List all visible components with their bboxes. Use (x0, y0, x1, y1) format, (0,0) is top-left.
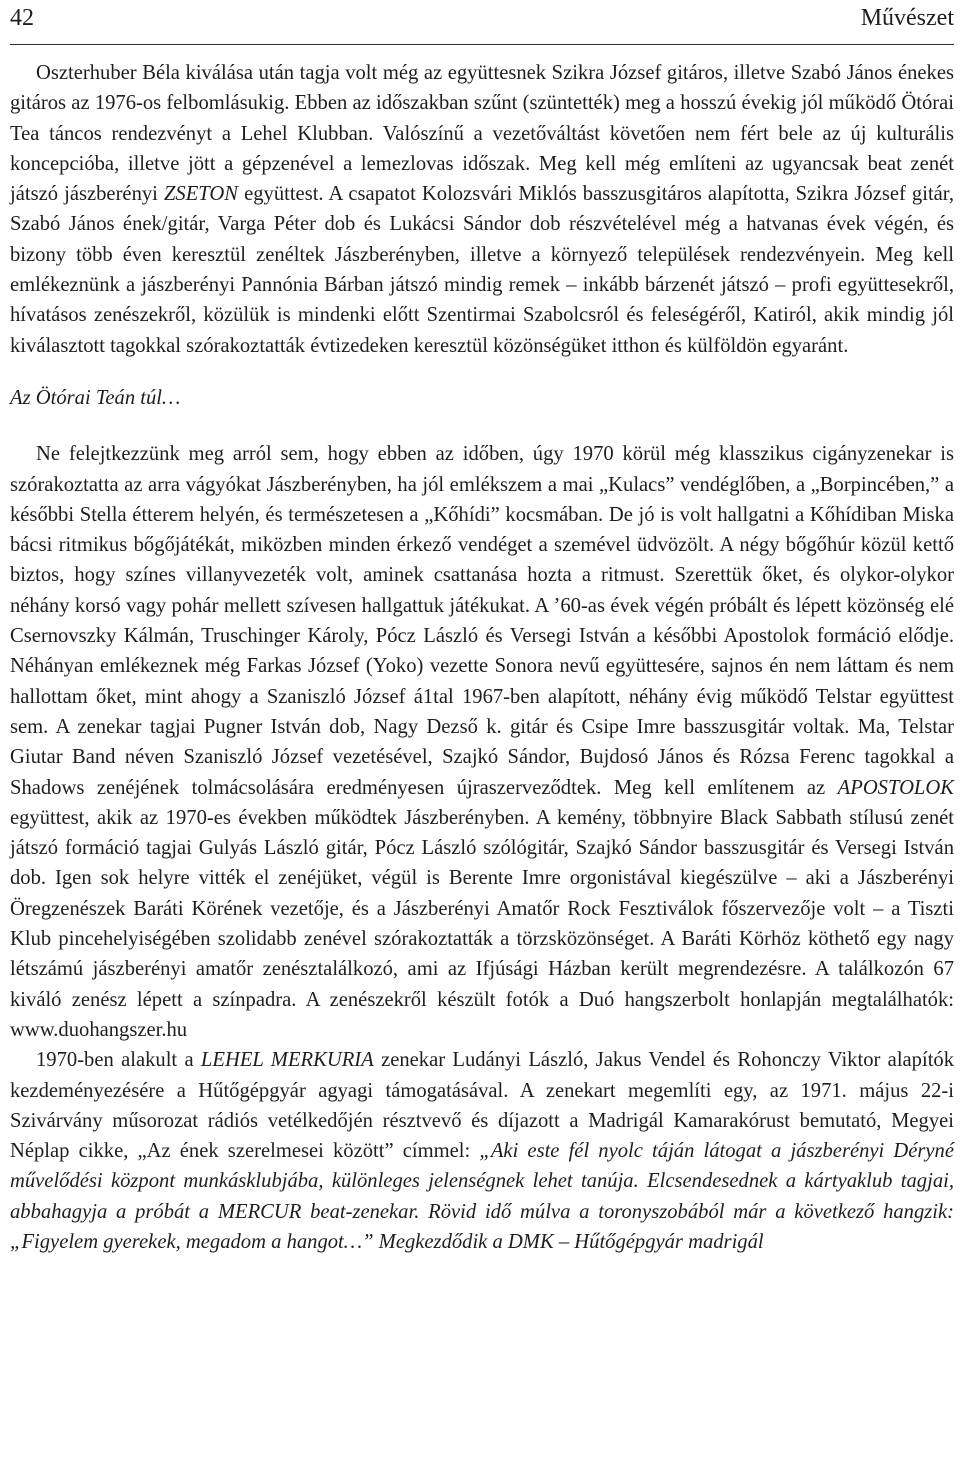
paragraph-otorai-tea (10, 439, 954, 1045)
text-run: zenekar Ludányi László, Jakus Vendel és Rohonczy Viktor alapítók kezdeményezésére a Hűtőgépgyár agyagi támogatásával. A zenekart megemlíti egy, az 1971. május 22-i Szivárvány műsorozat rádiós vetélkedőjén résztvevő és díjazott a Madrigál Kamarakórust bemutató, Megyei Néplap cikke, „Az ének szerelmesei között” címmel: (10, 1049, 955, 1163)
subheading: Az Ötórai Teán túl… (10, 386, 181, 409)
text-run: 1970-ben alakult a (36, 1049, 201, 1072)
band-name-lehel-merkuria: LEHEL MERKURIA (200, 1049, 374, 1072)
body-text (10, 58, 954, 1257)
text-run: együttest. A csapatot Kolozsvári Miklós basszusgitáros alapította, Szikra József gitár, Szabó János ének/gitár, Varga Péter dob és Lukácsi Sándor dob részvételével még a hatvanas évek végén, és bizony több éven keresztül zenéltek Jászberényben, illetve a környező települések rendezvényein. Meg kell emlékeznünk a jászberényi Pannónia Bárban játszó mindig remek – inkább bárzenét játszó – profi együttesekről, hívatásos zenészekről, közülük is mindenki előtt Szentirmai Szabolcsról és feleségéről, Katiról, akik mindig jól kiválasztott tagokkal szórakoztatták évtizedeken keresztül közönségüket itthon és külföldön egyaránt. (10, 183, 954, 357)
page-header (10, 0, 954, 45)
quoted-article: „Aki este fél nyolc táján látogat a jászberényi Déryné művelődési központ munkásklubjába, különleges jelenségnek lehet tanúja. Elcsendesednek a kártyaklub tagjai, abbahagyja a próbát a MERCUR beat-zenekar. Rövid idő múlva a toronyszobából már a következő hangzik: „Figyelem gyerekek, megadom a hangot…” Megkezdődik a DMK – Hűtőgépgyár madrigál (10, 1140, 954, 1253)
text-run: együttest, akik az 1970-es években működtek Jászberényben. A kemény, többnyire Black Sabbath stílusú zenét játszó formáció tagjai Gulyás László gitár, Pócz László szólógitár, Szajkó Sándor basszusgitár és Versegi István dob. Igen sok helyre vitték el zenéjüket, végül is Berente Imre orgonistával kiegészülve – aki a Jászberényi Öregzenészek Baráti Körének vezetője, és a Jászberényi Amatőr Rock Fesztiválok főszervezője volt – a Tiszti Klub pincehelyiségében szolidabb zenével szórakoztatták a törzsközönséget. A Baráti Körhöz köthető egy nagy létszámú jászberényi amatőr zenésztalálkozó, ami az Ifjúsági Házban került megrendezésre. A találkozón 67 kiváló zenész lépett a színpadra. A zenészekről készült fotók a Duó hangszerbolt honlapján megtalálhatók: www.duohangszer.hu (10, 806, 954, 1041)
page-number: 42 (10, 5, 34, 31)
band-name-zseton: ZSETON (163, 183, 238, 206)
text-run: Oszterhuber Béla kiválása után tagja volt még az együttesnek Szikra József gitáros, illetve Szabó János énekes gitáros az 1976-os felbomlásukig. Ebben az időszakban szűnt (szüntették) meg a hosszú évekig jól működő Ötórai Tea táncos rendezvényt a Lehel Klubban. Valószínű a vezetőváltást követően nem fért bele az új kulturális koncepcióba, illetve jött a gépzenével a lemezlovas időszak. Meg kell még említeni az ugyancsak beat zenét játszó jászberényi (10, 62, 954, 206)
paragraph-lehel-merkuria (10, 1045, 954, 1257)
band-name-apostolok: APOSTOLOK (837, 776, 954, 799)
paragraph-zseton (10, 58, 954, 361)
text-run: Ne felejtkezzünk meg arról sem, hogy ebben az időben, úgy 1970 körül még klasszikus cigányzenekar is szórakoztatta az arra vágyókat Jászberényben, ha jól emlékszem a mai „Kulacs” vendéglőben, a „Borpincében,” a későbbi Stella étterem helyén, és természetesen a „Kőhídi” kocsmában. De jó is volt hallgatni a Kőhídiban Miska bácsi ritmikus bőgőjátékát, miközben minden érkező vendéget a szemével üdvözölt. A négy bőgőhúr közül kettő biztos, hogy színes villanyvezeték volt, aminek csattanása hozta a ritmust. Szerettük őket, és olykor-olykor néhány korsó vagy pohár mellett szívesen hallgattuk játékukat. A ’60-as évek végén próbált és lépett közönség elé Csernovszky Kálmán, Truschinger Károly, Pócz László és Versegi István a későbbi Apostolok formáció elődje. Néhányan emlékeznek még Farkas József (Yoko) vezette Sonora nevű együttesére, sajnos én nem láttam és nem hallottam őket, mint ahogy a Szaniszló József á1tal 1967-ben alapított, néhány évig működő Telstar együttest sem. A zenekar tagjai Pugner István dob, Nagy Dezső k. gitár és Csipe Imre basszusgitár voltak. Ma, Telstar Giutar Band néven Szaniszló József vezetésével, Szajkó Sándor, Bujdosó János és Rózsa Ferenc tagokkal a Shadows zenéjének tolmácsolására eredményesen újraszerveződtek. Meg kell említenem az (10, 443, 954, 799)
section-title: Művészet (860, 5, 954, 31)
